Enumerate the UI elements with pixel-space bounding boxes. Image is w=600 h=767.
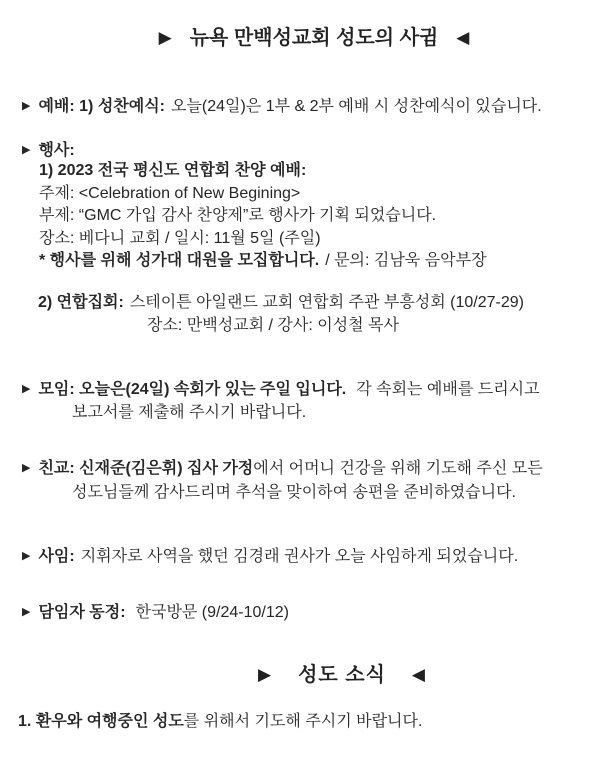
pastor-news-label: 담임자 동정: bbox=[38, 604, 126, 621]
fellowship-text-line2: 성도님들께 감사드리며 추석을 맞이하여 송편을 준비하였습니다. bbox=[72, 484, 516, 501]
header-left-arrow-icon: ▶ bbox=[158, 28, 172, 47]
member-news-title: 성도 소식 bbox=[298, 664, 386, 686]
main-header bbox=[0, 25, 600, 51]
event1-recruit-bold: * 행사를 위해 성가대 대원을 모집합니다. bbox=[39, 252, 320, 269]
event2-block bbox=[38, 291, 524, 337]
member-news-item1-text: 를 위해서 기도해 주시기 바랍니다. bbox=[183, 713, 423, 730]
fellowship-item bbox=[22, 458, 543, 481]
event1-block bbox=[39, 160, 487, 273]
event2-title bbox=[38, 291, 524, 314]
resignation-text: 지휘자로 사역을 했던 김경래 권사가 오늘 사임하게 되었습니다. bbox=[80, 548, 519, 565]
member-news-item1-bold: 1. 환우와 여행중인 성도 bbox=[18, 713, 184, 730]
events-label: 행사: bbox=[38, 142, 75, 159]
header-right-arrow-icon: ◀ bbox=[411, 665, 426, 684]
header-left-arrow-icon: ▶ bbox=[258, 665, 273, 684]
bullet-icon: ▶ bbox=[22, 144, 31, 156]
worship-item bbox=[22, 96, 542, 119]
resignation-item bbox=[22, 546, 518, 569]
meeting-text: 각 속회는 예배를 드리시고 bbox=[356, 381, 540, 398]
event1-recruit-contact: / 문의: 김남욱 음악부장 bbox=[325, 252, 487, 269]
pastor-news-text: 한국방문 (9/24-10/12) bbox=[135, 604, 289, 621]
member-news-header bbox=[0, 662, 600, 688]
bullet-icon: ▶ bbox=[22, 462, 31, 474]
event1-location: 장소: 베다니 교회 / 일시: 11월 5일 (주일) bbox=[39, 229, 321, 247]
worship-text: 오늘(24일)은 1부 & 2부 예배 시 성찬예식이 있습니다. bbox=[170, 98, 542, 115]
meeting-item-line2 bbox=[72, 402, 306, 424]
meeting-item bbox=[22, 379, 540, 402]
fellowship-text: 에서 어머니 건강을 위해 기도해 주신 모든 bbox=[253, 460, 543, 477]
fellowship-bold-text: 친교: 신재준(김은휘) 집사 가정 bbox=[38, 460, 254, 477]
fellowship-item-line2 bbox=[72, 482, 516, 504]
bullet-icon: ▶ bbox=[22, 100, 31, 112]
event1-theme: 주제: <Celebration of New Begining> bbox=[39, 184, 301, 202]
event1-subtitle: 부제: “GMC 가입 감사 찬양제”로 행사가 기획 되었습니다. bbox=[39, 207, 437, 224]
meeting-text-line2: 보고서를 제출해 주시기 바랍니다. bbox=[72, 404, 307, 421]
worship-label: 예배: 1) 성찬예식: bbox=[38, 98, 165, 115]
event1-title: 1) 2023 전국 평신도 연합회 찬양 예배: bbox=[39, 162, 307, 179]
resignation-label: 사임: bbox=[38, 548, 75, 565]
member-news-item-1 bbox=[18, 711, 422, 733]
event2-location: 장소: 만백성교회 / 강사: 이성철 목사 bbox=[147, 317, 399, 334]
event1-recruit bbox=[39, 250, 487, 273]
bullet-icon: ▶ bbox=[22, 550, 31, 562]
header-right-arrow-icon: ◀ bbox=[456, 28, 470, 47]
pastor-news-item bbox=[22, 602, 289, 625]
bullet-icon: ▶ bbox=[22, 606, 31, 618]
event2-text: 스테이튼 아일랜드 교회 연합회 주관 부흥성회 (10/27-29) bbox=[129, 294, 524, 311]
event2-label: 2) 연합집회: bbox=[38, 294, 124, 311]
bullet-icon: ▶ bbox=[22, 383, 31, 395]
meeting-bold-text: 모임: 오늘은(24일) 속회가 있는 주일 입니다. bbox=[38, 381, 347, 398]
page-title: 뉴욕 만백성교회 성도의 사귐 bbox=[189, 27, 439, 49]
